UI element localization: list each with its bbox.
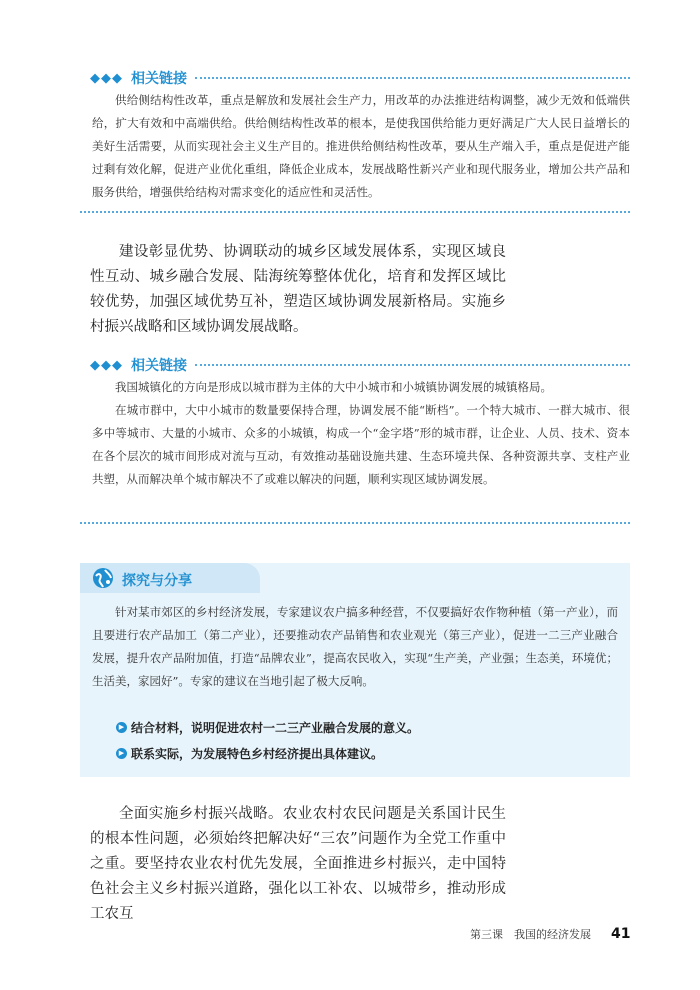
task-list: [116, 716, 419, 768]
diamond-icon: ◆◆◆: [90, 70, 123, 86]
paragraph: 我国城镇化的方向是形成以城市群为主体的大中小城市和小城镇协调发展的城镇格局。: [115, 380, 552, 394]
globe-icon: [91, 566, 115, 590]
task-item: ▶ 结合材料，说明促进农村一二三产业融合发展的意义。: [116, 716, 419, 738]
arrow-bullet-icon: ▶: [116, 722, 127, 733]
dotted-divider: [195, 77, 630, 79]
related-link-title-1: 相关链接: [131, 71, 187, 87]
related-link-text-1: [92, 89, 630, 204]
explore-share-title: 探究与分享: [122, 573, 192, 589]
arrow-bullet-icon: ▶: [116, 748, 127, 759]
paragraph: 供给侧结构性改革，重点是解放和发展社会生产力，用改革的办法推进结构调整，减少无效和低端供给，扩大有效和中高端供给。供给侧结构性改革的根本，是使我国供给能力更好满足广大人民日益增长的美好生活需要，从而实现社会主义生产目的。推进供给侧结构性改革，要从生产端入手，重点是促进产能过剩有效化解，促进产业优化重组，降低企业成本，发展战略性新兴产业和现代服务业，增加公共产品和服务供给，增强供给结构对需求变化的适应性和灵活性。: [92, 93, 630, 199]
related-link-title-2: 相关链接: [131, 358, 187, 374]
page-footer: [470, 926, 630, 942]
page-number: 41: [611, 926, 631, 942]
explore-share-text: 针对某市郊区的乡村经济发展，专家建议农户搞多种经营，不仅要搞好农作物种植（第一产业），而且要进行农产品加工（第二产业），还要推动农产品销售和农业观光（第三产业），促进一二三产业融合发展，提升农产品附加值，打造“品牌农业”，提高农民收入，实现“生产美，产业强；生态美，环境优；生活美，家园好”。专家的建议在当地引起了极大反响。: [92, 605, 618, 688]
body-paragraph-2: 全面实施乡村振兴战略。农业农村农民问题是关系国计民生的根本性问题，必须始终把解决好“三农”问题作为全党工作重中之重。要坚持农业农村优先发展，全面推进乡村振兴，走中国特色社会主义乡村振兴道路，强化以工补农、以城带乡，推动形成工农互: [90, 806, 506, 922]
dotted-divider: [80, 522, 630, 524]
body-paragraph-1: 建设彰显优势、协调联动的城乡区域发展体系，实现区域良性互动、城乡融合发展、陆海统筹整体优化，培育和发挥区域比较优势，加强区域优势互补，塑造区域协调发展新格局。实施乡村振兴战略和区域协调发展战略。: [90, 244, 506, 335]
task-item: ▶ 联系实际，为发展特色乡村经济提出具体建议。: [116, 742, 419, 764]
dotted-divider: [80, 211, 630, 213]
related-link-header-1: [90, 68, 630, 88]
related-link-text-2: [92, 376, 630, 491]
paragraph: 在城市群中，大中小城市的数量要保持合理，协调发展不能“断档”。一个特大城市、一群大城市、很多中等城市、大量的小城市、众多的小城镇，构成一个“金字塔”形的城市群，让企业、人员、技术、资本在各个层次的城市间形成对流与互动，有效推动基础设施共建、生态环境共保、各种资源共享、支柱产业共塑，从而解决单个城市解决不了或难以解决的问题，顺利实现区域协调发展。: [92, 403, 630, 486]
lesson-title: 第三课 我国的经济发展: [470, 928, 591, 941]
dotted-divider: [195, 364, 630, 366]
related-link-header-2: [90, 355, 630, 375]
diamond-icon: ◆◆◆: [90, 357, 123, 373]
